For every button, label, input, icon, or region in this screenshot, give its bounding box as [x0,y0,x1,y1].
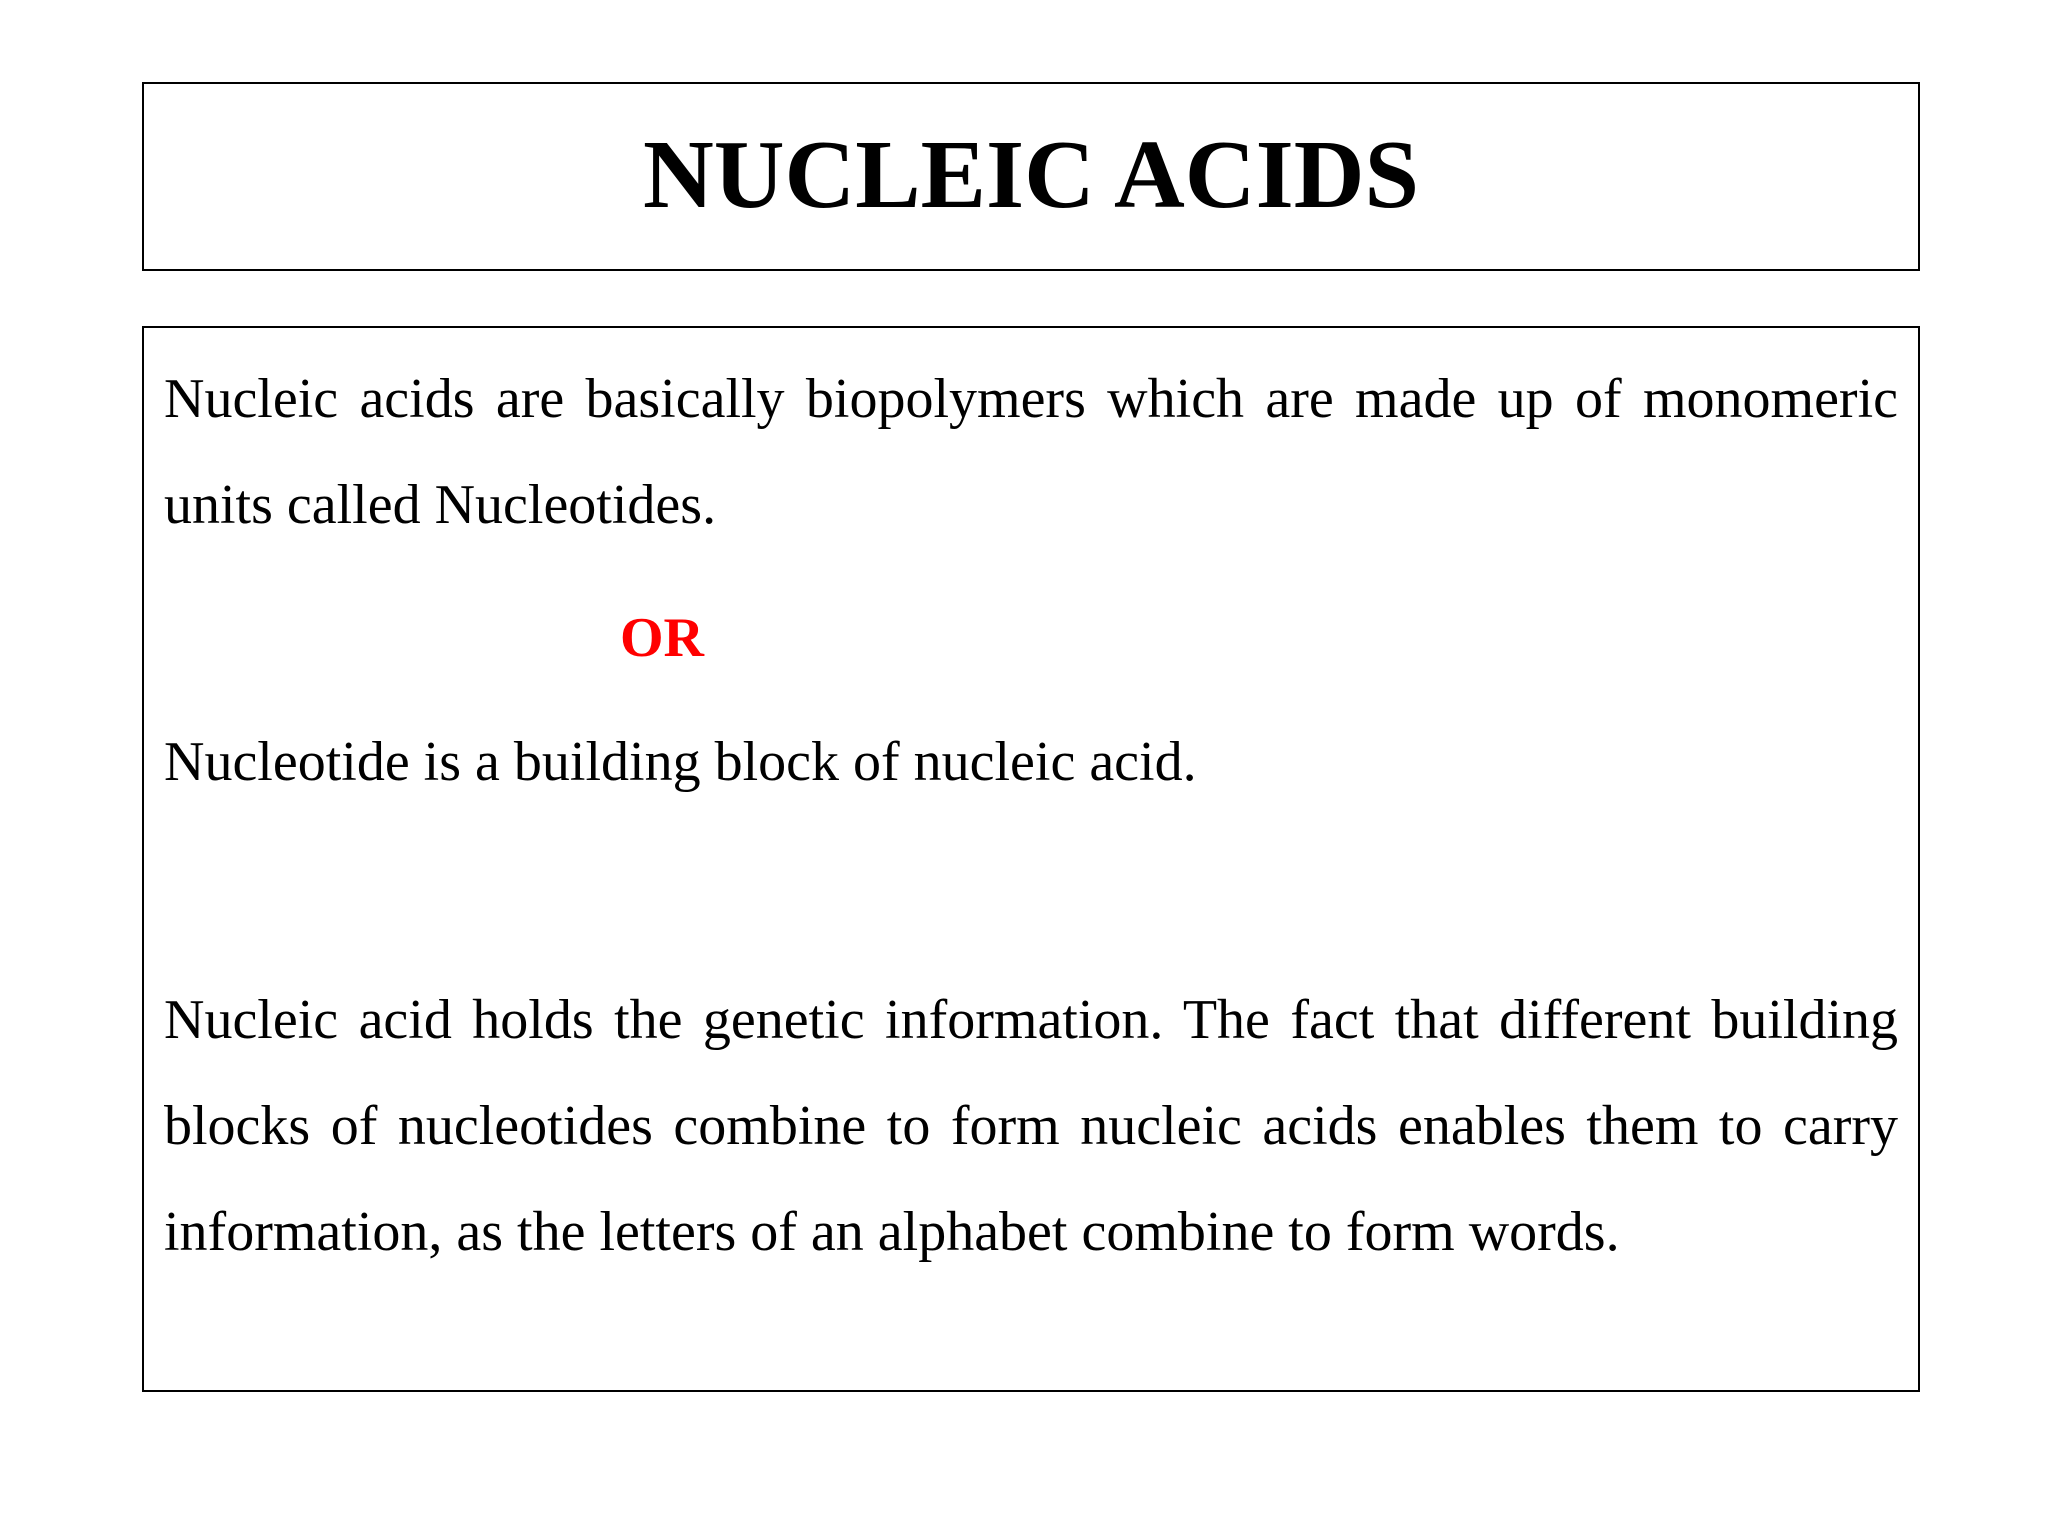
slide-title: NUCLEIC ACIDS [642,120,1419,229]
paragraph-genetic-information: Nucleic acid holds the genetic information. The fact that different building blocks of nucleotides combine to form nucleic acids enables them to carry information, as the letters of an alphabet combine to form words. [164,989,1898,1263]
or-label: OR [620,607,704,669]
paragraph-definition: Nucleic acids are basically biopolymers which are made up of monomeric units called Nucleotides. [164,368,1898,536]
paragraph-building-block: Nucleotide is a building block of nucleic acid. [164,731,1197,793]
content-box [142,326,1920,1392]
title-box [142,82,1920,271]
